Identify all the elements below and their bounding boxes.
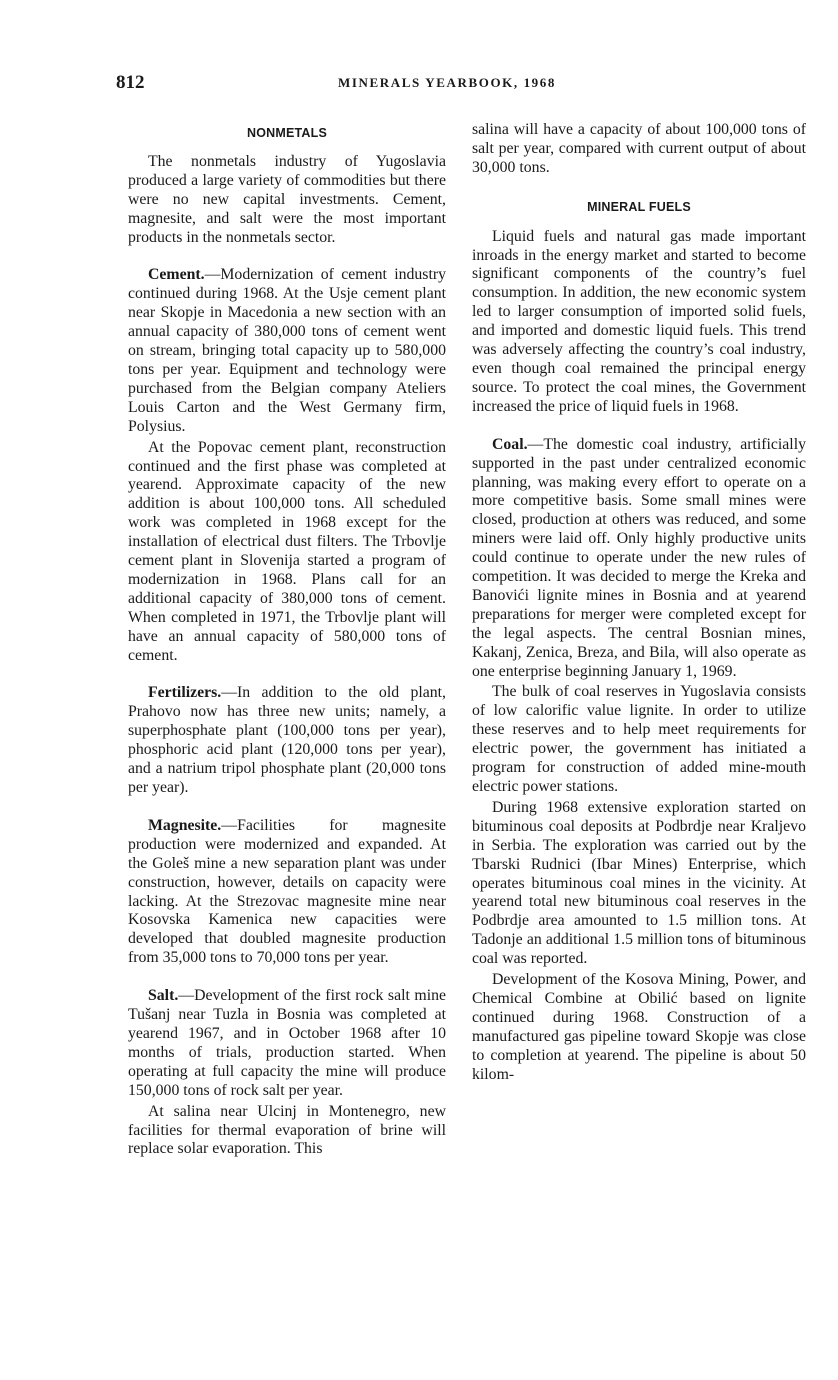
fertilizers-text: —In addition to the old plant, Prahovo now has three new units; namely, a superphosphate plant (100,000 tons per year), phosphoric acid plant (120,000 tons per year), and a natrium tripol phosphate plant (20,000 tons per year). <box>128 684 446 796</box>
popovac-paragraph: At the Popovac cement plant, reconstruction continued and the first phase was completed at yearend. Approximate capacity of the new addition is about 100,000 tons. All scheduled work was completed in 1968 except for the installation of electrical dust filters. The Trbovlje cement plant in Slovenija started a program of modernization in 1968. Plans call for an additional capacity of 380,000 tons of cement. When completed in 1971, the Trbovlje plant will have an annual capacity of 580,000 tons of cement. <box>128 438 446 664</box>
cement-runin-heading: Cement. <box>148 266 205 284</box>
coal-text: —The domestic coal industry, artificially supported in the past under centralized economic planning, was making every effort to operate on a more competitive basis. Some small mines were closed, production at others was reduced, and some miners were laid off. Only highly productive units could continue to operate under the new rules of competition. It was decided to merge the Kreka and Banovići lignite mines in Bosnia and at yearend preparations for merger were completed except for the legal aspects. The central Bosnian mines, Kakanj, Zenica, Breza, and Bila, will also operate as one enterprise beginning January 1, 1969. <box>472 435 806 680</box>
salina-continued-paragraph: salina will have a capacity of about 100,000 tons of salt per year, compared with current output of about 30,000 tons. <box>472 121 806 176</box>
left-column <box>128 121 446 1159</box>
magnesite-paragraph <box>128 817 446 968</box>
cement-text: —Modernization of cement industry continued during 1968. At the Usje cement plant near Skopje in Macedonia a new section with an annual capacity of 380,000 tons of cement went on stream, bringing total capacity up to 580,000 tons per year. Equipment and technology were purchased from the Belgian company Ateliers Louis Carton and the West Germany firm, Polysius. <box>128 266 446 435</box>
salt-runin-heading: Salt. <box>148 987 179 1005</box>
magnesite-text: —Facilities for magnesite production were modernized and expanded. At the Goleš mine a new separation plant was under construction, however, details on capacity were lacking. At the Strezovac magnesite mine near Kosovska Kamenica new capacities were developed that doubled magnesite production from 35,000 tons to 70,000 tons per year. <box>128 816 446 967</box>
magnesite-runin-heading: Magnesite. <box>148 816 222 834</box>
salt-text: —Development of the first rock salt mine Tušanj near Tuzla in Bosnia was completed at yearend 1967, and in October 1968 after 10 months of trials, production started. When operating at full capacity the mine will produce 150,000 tons of rock salt per year. <box>128 987 446 1099</box>
fertilizers-runin-heading: Fertilizers. <box>148 684 222 702</box>
right-column <box>472 121 806 1085</box>
kosova-paragraph: Development of the Kosova Mining, Power, and Chemical Combine at Obilić based on lignite continued during 1968. Construction of a manufactured gas pipeline toward Skopje was close to completion at yearend. The pipeline is about 50 kilom- <box>472 971 806 1083</box>
section-heading-nonmetals: NONMETALS <box>246 126 328 140</box>
mineral-fuels-intro-paragraph: Liquid fuels and natural gas made important inroads in the energy market and started to become significant components of the country’s fuel consumption. In addition, the new economic system led to larger consumption of imported solid fuels, and imported and domestic liquid fuels. This trend was adversely affecting the country’s coal industry, even though coal remained the principal energy source. To protect the coal mines, the Government increased the price of liquid fuels in 1968. <box>472 227 806 415</box>
page-header <box>116 72 806 96</box>
nonmetals-intro-paragraph: The nonmetals industry of Yugoslavia produced a large variety of commodities but there were no new capital investments. Cement, magnesite, and salt were the most important products in the nonmetals sector. <box>128 152 446 246</box>
cement-paragraph <box>128 266 446 436</box>
salt-paragraph <box>128 987 446 1100</box>
coal-paragraph <box>472 436 806 682</box>
ulcinj-paragraph: At salina near Ulcinj in Montenegro, new facilities for thermal evaporation of brine will replace solar evaporation. This <box>128 1102 446 1158</box>
fertilizers-paragraph <box>128 684 446 797</box>
exploration-paragraph: During 1968 extensive exploration started on bituminous coal deposits at Podbrdje near Kraljevo in Serbia. The exploration was carried out by the Tbarski Rudnici (Ibar Mines) Enterprise, which operates bituminous coal mines in the vicinity. At yearend total new bituminous coal reserves in the Podbrdje area amounted to 1.5 million tons. At Tadonje an additional 1.5 million tons of bituminous coal was reported. <box>472 798 806 968</box>
coal-reserves-paragraph: The bulk of coal reserves in Yugoslavia consists of low calorific value lignite. In order to utilize these reserves and to help meet requirements for electric power, the government has initiated a program for construction of added mine-mouth electric power stations. <box>472 683 806 795</box>
page-number: 812 <box>116 72 145 93</box>
section-heading-mineral-fuels: MINERAL FUELS <box>587 199 691 214</box>
coal-runin-heading: Coal. <box>492 435 528 453</box>
running-title: MINERALS YEARBOOK, 1968 <box>338 75 556 90</box>
